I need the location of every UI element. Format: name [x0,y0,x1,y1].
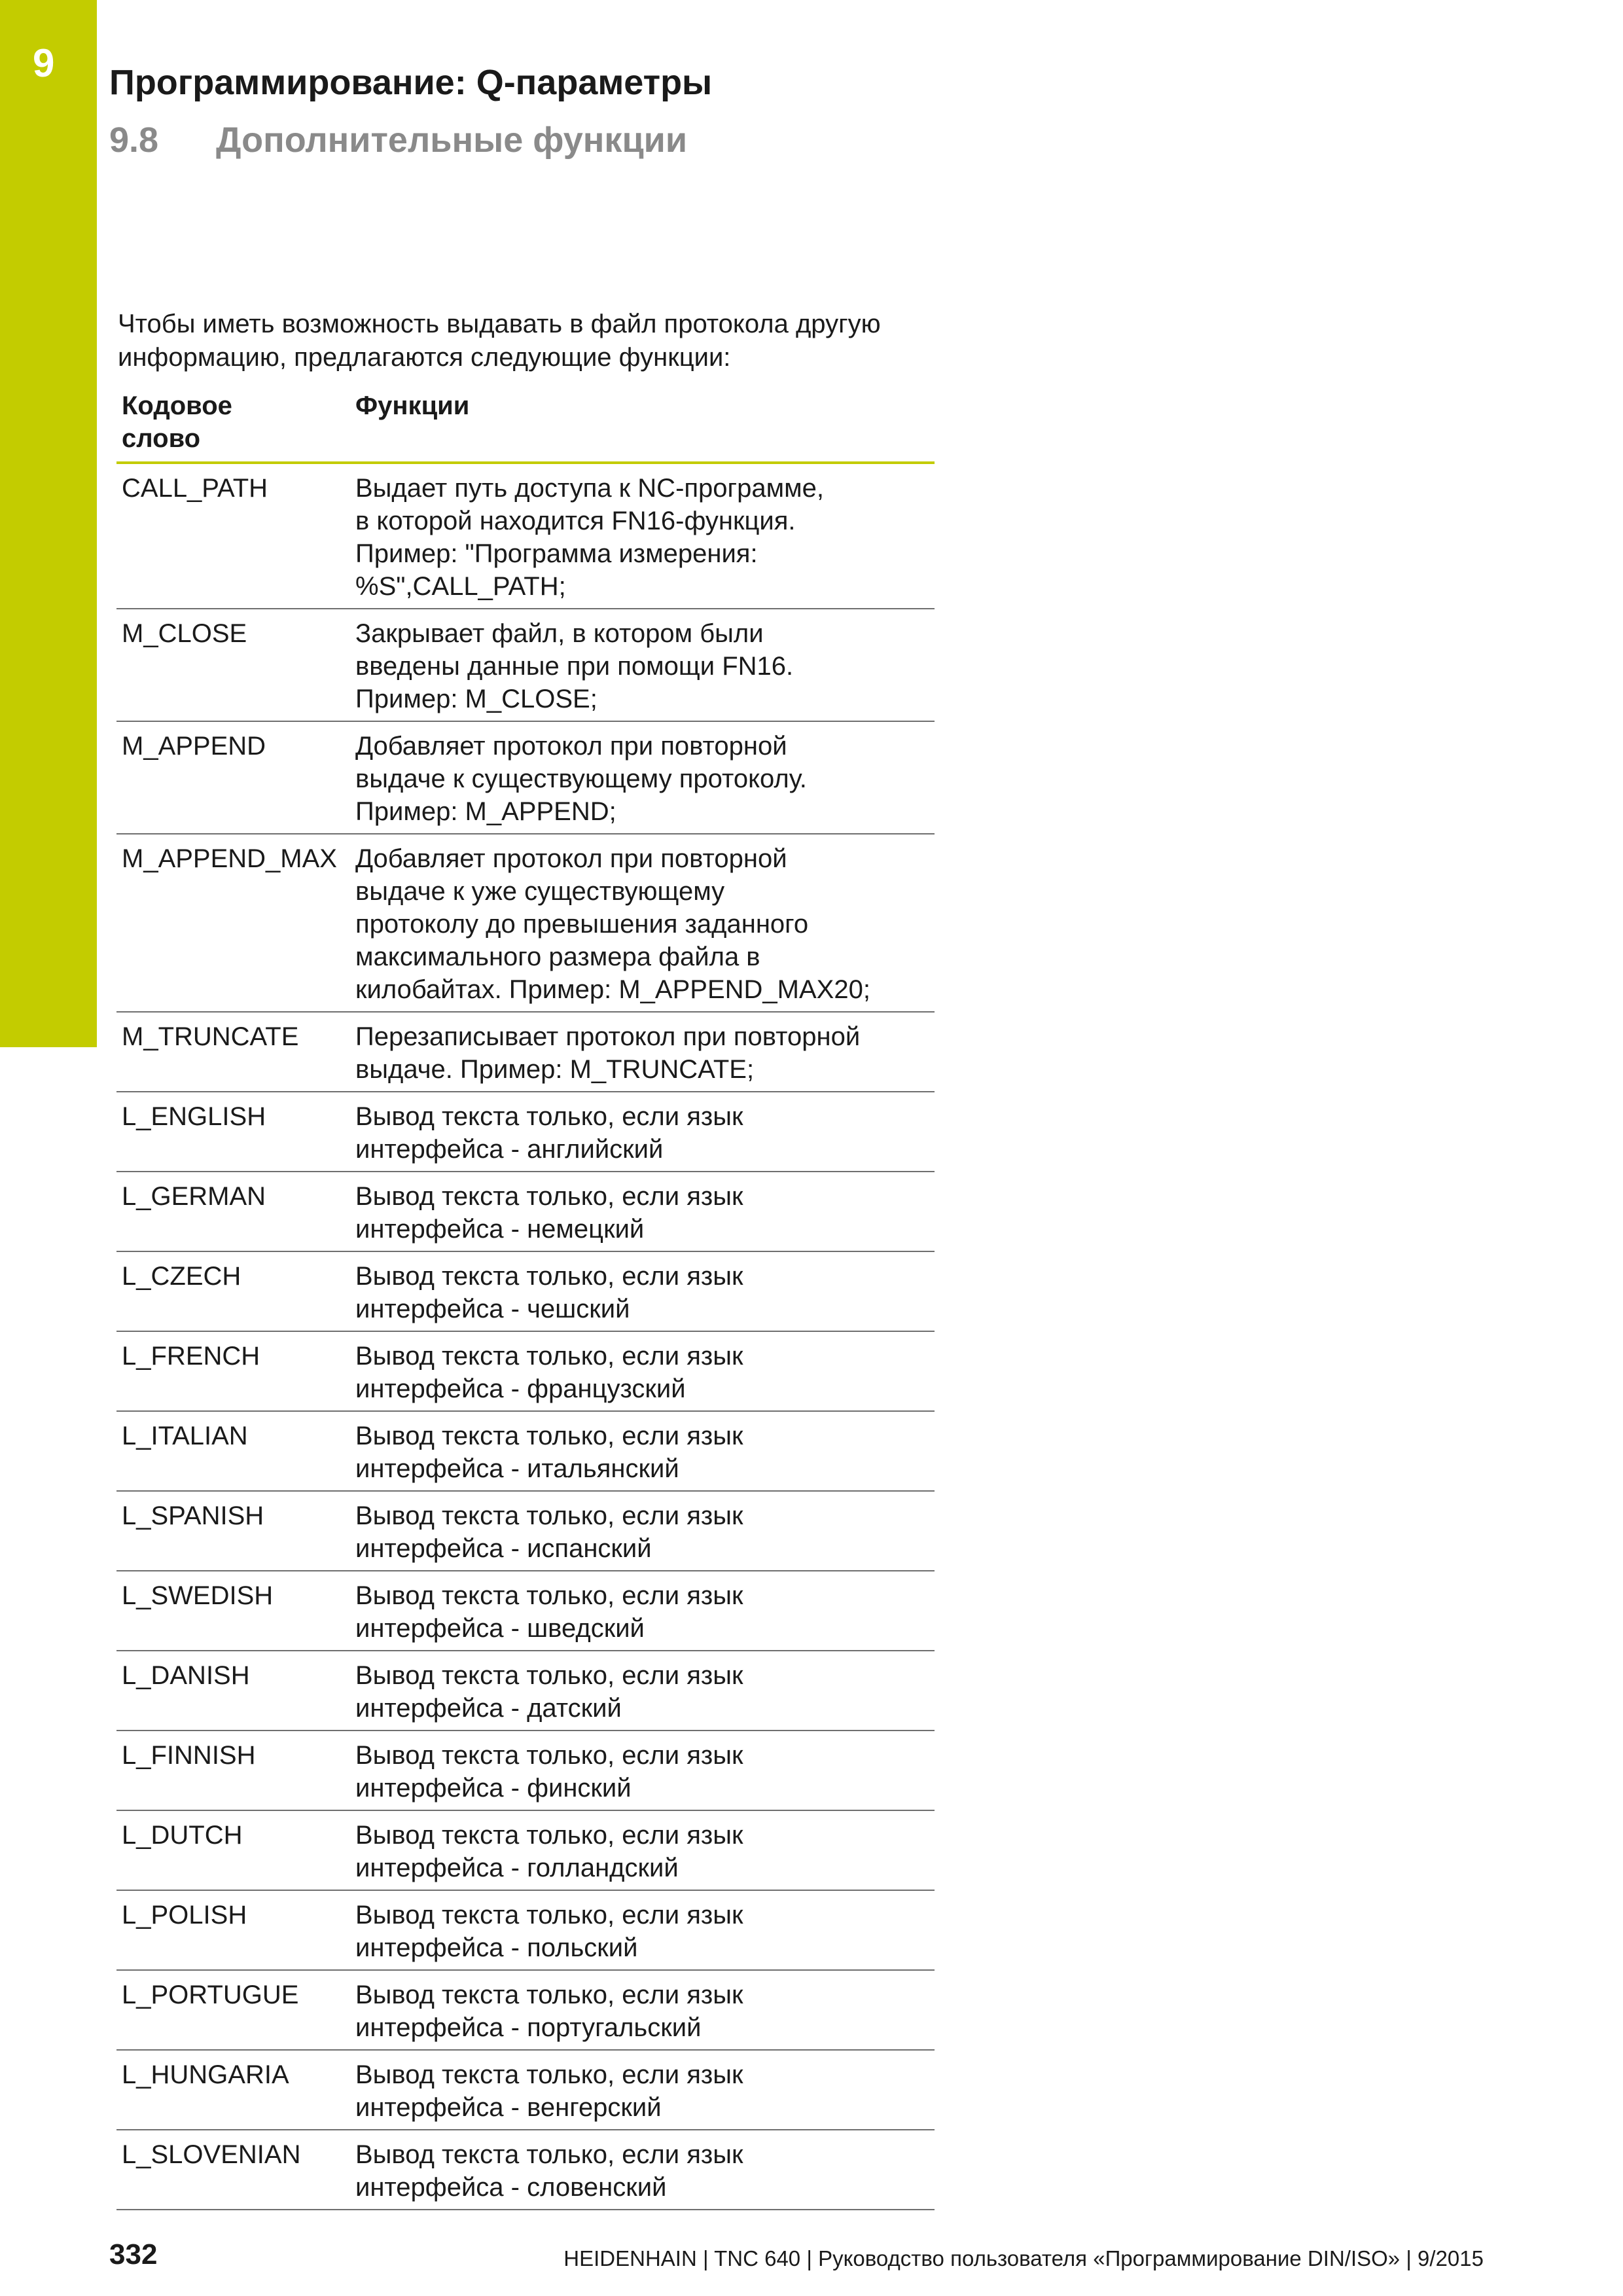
table-row [116,1811,935,1891]
row-function: Вывод текста только, если язык интерфейса - чешский [355,1262,743,1323]
row-function: Вывод текста только, если язык интерфейса - голландский [355,1821,743,1882]
chapter-number: 9 [33,41,55,85]
row-function: Перезаписывает протокол при повторной выдаче. Пример: M_TRUNCATE; [355,1022,861,1084]
row-code: L_DUTCH [122,1821,243,1850]
row-function: Вывод текста только, если язык интерфейса - португальский [355,1981,743,2042]
row-code: L_CZECH [122,1262,241,1291]
table-row [116,1571,935,1651]
row-function: Добавляет протокол при повторной выдаче к существующему протоколу. Пример: M_APPEND; [355,732,807,826]
column-header-code: Кодовое слово [122,391,232,453]
chapter-title: Программирование: Q-параметры [109,63,713,102]
row-code: M_TRUNCATE [122,1022,299,1051]
row-function: Вывод текста только, если язык интерфейса - шведский [355,1581,743,1643]
row-function: Вывод текста только, если язык интерфейса - венгерский [355,2060,743,2122]
table-row [116,1492,935,1571]
table-row [116,2130,935,2210]
row-code: L_FRENCH [122,1342,260,1371]
table-row [116,464,935,609]
table-row [116,1332,935,1412]
row-function: Вывод текста только, если язык интерфейса - французский [355,1342,743,1403]
row-code: M_APPEND [122,732,266,761]
footer-text: HEIDENHAIN | TNC 640 | Руководство пользователя «Программирование DIN/ISO» | 9/2015 [563,2246,1484,2270]
row-code: M_APPEND_MAX [122,844,337,873]
table-row [116,834,935,1013]
row-code: L_FINNISH [122,1741,256,1770]
row-code: CALL_PATH [122,474,268,503]
row-code: L_SPANISH [122,1501,264,1530]
table-row [116,1651,935,1731]
table-row [116,609,935,722]
row-function: Вывод текста только, если язык интерфейса - итальянский [355,1422,743,1483]
table-row [116,722,935,834]
row-function: Добавляет протокол при повторной выдаче к уже существующему протоколу до превышения заданного максимального размера файла в килобайтах. Пример: M_APPEND_MAX20; [355,844,870,1004]
row-function: Вывод текста только, если язык интерфейса - испанский [355,1501,743,1563]
table-row [116,2051,935,2130]
row-function: Вывод текста только, если язык интерфейса - польский [355,1901,743,1962]
keyword-table [116,389,935,2210]
table-row [116,1013,935,1092]
chapter-side-tab [0,0,97,1047]
row-code: L_ITALIAN [122,1422,248,1450]
row-function: Вывод текста только, если язык интерфейса - датский [355,1661,743,1723]
table-header [116,389,935,464]
row-function: Вывод текста только, если язык интерфейса - финский [355,1741,743,1803]
table-row [116,1731,935,1811]
row-function: Вывод текста только, если язык интерфейса - словенский [355,2140,743,2202]
section-title: Дополнительные функции [216,120,688,160]
intro-paragraph: Чтобы иметь возможность выдавать в файл протокола другую информацию, предлагаются следующие функции: [118,310,881,372]
row-code: L_SWEDISH [122,1581,274,1610]
row-code: L_DANISH [122,1661,250,1690]
table-row [116,1891,935,1971]
row-function: Вывод текста только, если язык интерфейса - немецкий [355,1182,743,1244]
column-header-function: Функции [355,391,470,420]
section-number: 9.8 [109,120,159,160]
row-code: M_CLOSE [122,619,247,648]
row-function: Закрывает файл, в котором были введены данные при помощи FN16. Пример: M_CLOSE; [355,619,794,713]
row-code: L_SLOVENIAN [122,2140,301,2169]
table-row [116,1092,935,1172]
table-row [116,1252,935,1332]
table-row [116,1412,935,1492]
row-code: L_ENGLISH [122,1102,266,1131]
table-row [116,1172,935,1252]
table-row [116,1971,935,2051]
row-function: Выдает путь доступа к NC-программе, в которой находится FN16-функция. Пример: "Программа измерения: %S",CALL_PATH; [355,474,824,601]
row-code: L_GERMAN [122,1182,266,1211]
row-code: L_POLISH [122,1901,247,1929]
row-code: L_HUNGARIA [122,2060,289,2089]
row-code: L_PORTUGUE [122,1981,299,2009]
table-body [116,464,935,2210]
row-function: Вывод текста только, если язык интерфейса - английский [355,1102,743,1164]
page-number: 332 [109,2238,158,2270]
